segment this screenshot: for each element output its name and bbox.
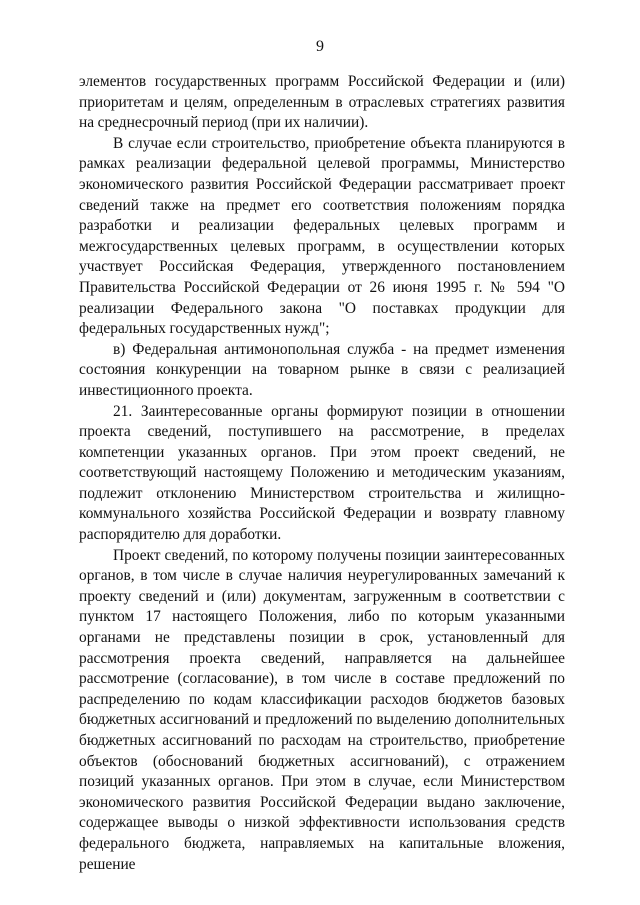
page-number: 9 bbox=[316, 38, 324, 55]
paragraph-federal-target-program: В случае если строительство, приобретение объекта планируются в рамках реализации федеральной целевой программы, Министерство экономического развития Российской Федерации рассматривает проект сведений также на предмет его соответствия положениям порядка разработки и реализации федеральных целевых программ и межгосударственных целевых программ, в осуществлении которых участвует Российская Федерация, утвержденного постановлением Правительства Российской Федерации от 26 июня 1995 г. № 594 "О реализации Федерального закона "О поставках продукции для федеральных государственных нужд"; bbox=[79, 134, 565, 338]
paragraph-continuation: элементов государственных программ Российской Федерации и (или) приоритетам и целям, определенным в отраслевых стратегиях развития на среднесрочный период (при их наличии). bbox=[79, 73, 565, 132]
paragraph-antimonopoly-service: в) Федеральная антимонопольная служба - на предмет изменения состояния конкуренции на товарном рынке в связи с реализацией инвестиционного проекта. bbox=[79, 340, 565, 399]
document-body bbox=[79, 72, 565, 875]
paragraph-draft-review: Проект сведений, по которому получены позиции заинтересованных органов, в том числе в случае наличия неурегулированных замечаний к проекту сведений и (или) документам, загруженным в соответствии с пунктом 17 настоящего Положения, либо по которым указанными органами не представлены позиции в срок, установленный для рассмотрения проекта сведений, направляется на дальнейшее рассмотрение (согласование), в том числе в составе предложений по распределению по кодам классификации расходов бюджетов базовых бюджетных ассигнований и предложений по выделению дополнительных бюджетных ассигнований по расходам на строительство, приобретение объектов (обоснований бюджетных ассигнований), с отражением позиций указанных органов. При этом в случае, если Министерством экономического развития Российской Федерации выдано заключение, содержащее выводы о низкой эффективности использования средств федерального бюджета, направляемых на капитальные вложения, решение bbox=[79, 546, 565, 873]
paragraph-clause-21: 21. Заинтересованные органы формируют позиции в отношении проекта сведений, поступившего на рассмотрение, в пределах компетенции указанных органов. При этом проект сведений, не соответствующий настоящему Положению и методическим указаниям, подлежит отклонению Министерством строительства и жилищно-коммунального хозяйства Российской Федерации и возврату главному распорядителю для доработки. bbox=[79, 402, 565, 544]
